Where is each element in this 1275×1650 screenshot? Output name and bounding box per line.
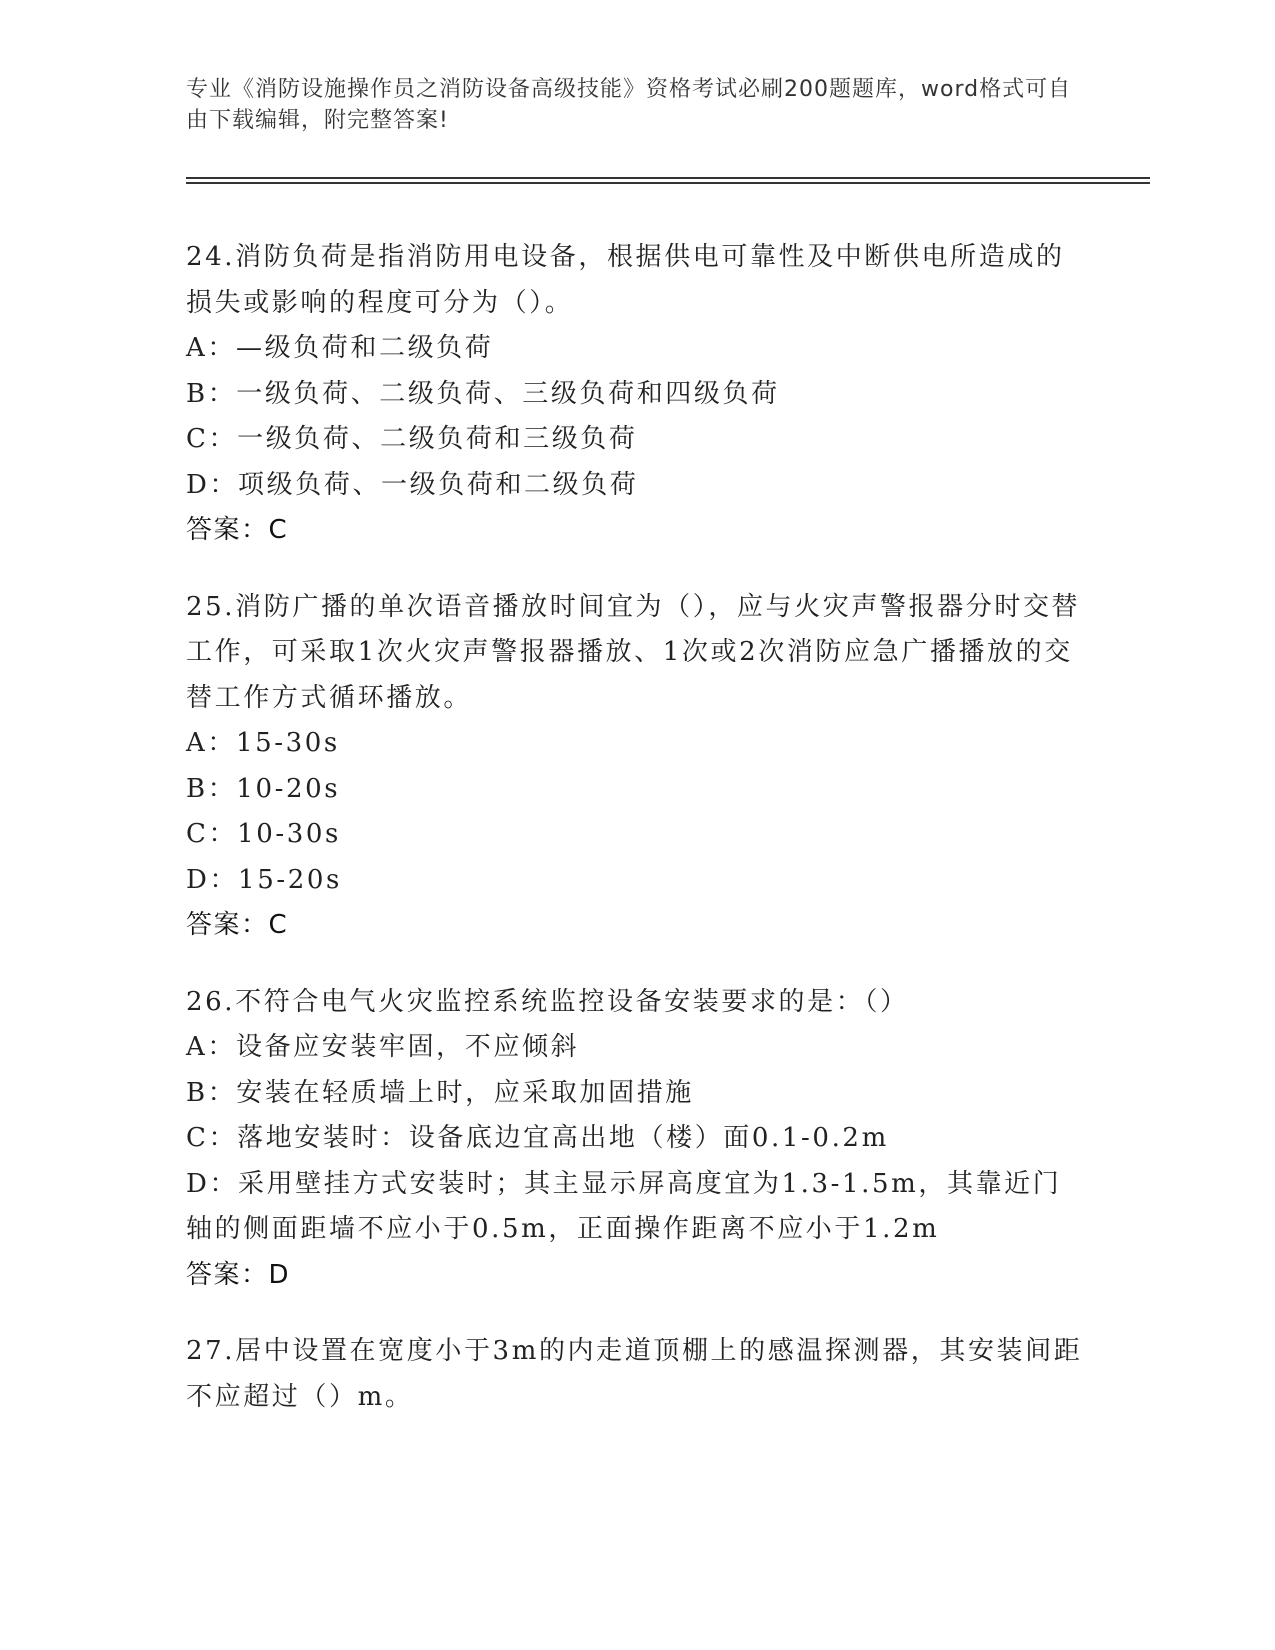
option-a: A：设备应安装牢固，不应倾斜: [186, 1032, 580, 1062]
document-header: 专业《消防设施操作员之消防设备高级技能》资格考试必刷200题题库，word格式可自由下载编辑，附完整答案!: [186, 77, 1072, 133]
question-stem: 27.居中设置在宽度小于3m的内走道顶棚上的感温探测器，其安装间距不应超过（）m。: [186, 1336, 1083, 1412]
question-list: [186, 235, 1086, 1451]
question-26: [186, 980, 1086, 1299]
option-a: A：15-30s: [186, 728, 340, 758]
option-c: C：落地安装时：设备底边宜高出地（楼）面0.1-0.2m: [186, 1123, 889, 1153]
option-a: A：—级负荷和二级负荷: [186, 333, 494, 363]
option-b: B：10-20s: [186, 773, 341, 804]
option-c: C：一级负荷、二级负荷和三级负荷: [186, 424, 638, 454]
option-d: D：15-20s: [186, 864, 342, 895]
option-b: B：安装在轻质墙上时，应采取加固措施: [186, 1077, 694, 1108]
header-rule-bottom: [186, 182, 1150, 184]
option-d: D：项级负荷、一级负荷和二级负荷: [186, 469, 639, 500]
question-stem: 26.不符合电气火灾监控系统监控设备安装要求的是：（）: [186, 986, 909, 1017]
header-rule-top: [186, 177, 1150, 179]
answer-line: 答案：D: [186, 1259, 291, 1290]
option-c: C：10-30s: [186, 819, 341, 849]
option-d: D：采用壁挂方式安装时；其主显示屏高度宜为1.3-1.5m，其靠近门轴的侧面距墙不应小于0.5m，正面操作距离不应小于1.2m: [186, 1168, 1062, 1244]
option-b: B：一级负荷、二级负荷、三级负荷和四级负荷: [186, 378, 780, 409]
question-24: [186, 235, 1086, 554]
question-25: [186, 585, 1086, 949]
question-stem: 25.消防广播的单次语音播放时间宜为（），应与火灾声警报器分时交替工作，可采取1次火灾声警报器播放、1次或2次消防应急广播播放的交替工作方式循环播放。: [186, 591, 1081, 713]
question-27: [186, 1329, 1086, 1420]
question-stem: 24.消防负荷是指消防用电设备，根据供电可靠性及中断供电所造成的损失或影响的程度可分为（）。: [186, 242, 1065, 318]
answer-line: 答案：C: [186, 910, 289, 940]
answer-line: 答案：C: [186, 515, 289, 545]
